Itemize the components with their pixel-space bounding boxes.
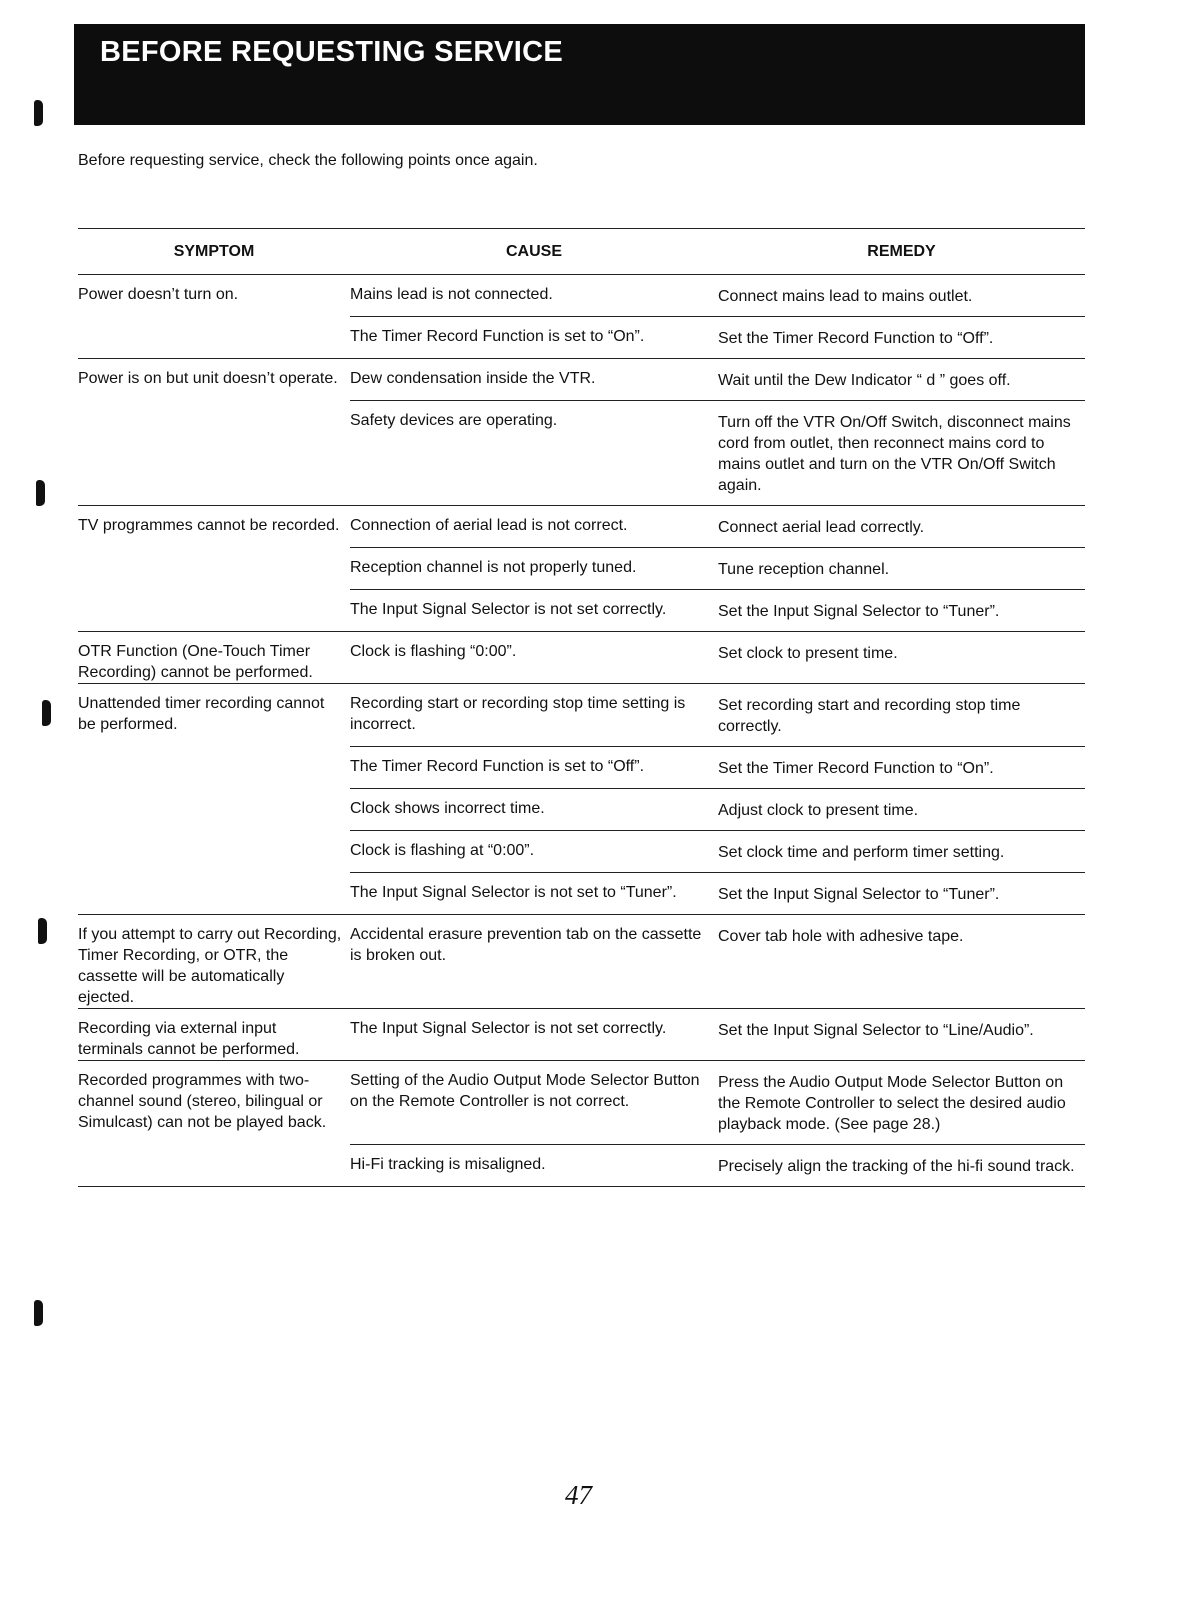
cause-cell: Safety devices are operating. [350,412,558,429]
symptom-cell: Power doesn’t turn on. [78,286,239,303]
table-row [350,317,1085,358]
cause-cell: The Timer Record Function is set to “Off”. [350,758,645,775]
cause-cell: The Timer Record Function is set to “On”. [350,328,645,345]
table-row [350,747,1085,789]
table-row [350,632,1085,673]
remedy-cell: Set the Input Signal Selector to “Tuner”. [718,603,1000,620]
binding-mark [38,918,47,944]
table-row [350,590,1085,631]
symptom-cell: OTR Function (One-Touch Timer Recording) cannot be performed. [78,643,313,681]
page-title: BEFORE REQUESTING SERVICE [100,36,563,68]
symptom-cell: Recording via external input terminals cannot be performed. [78,1020,300,1058]
table-row [350,684,1085,747]
table-row [350,873,1085,914]
remedy-cell: Connect aerial lead correctly. [718,519,925,536]
header-remedy: REMEDY [867,242,936,260]
table-row [350,831,1085,873]
remedy-cell: Set the Timer Record Function to “Off”. [718,330,994,347]
table-row [350,275,1085,317]
symptom-group [78,506,1085,632]
remedy-cell: Set the Input Signal Selector to “Tuner”. [718,886,1000,903]
table-row [350,915,1085,975]
cause-cell: Clock shows incorrect time. [350,800,545,817]
table-row [350,506,1085,548]
symptom-cell: If you attempt to carry out Recording, Timer Recording, or OTR, the cassette will be automatically ejected. [78,926,342,1006]
table-row [350,789,1085,831]
page-number: 47 [565,1480,592,1510]
remedy-cell: Turn off the VTR On/Off Switch, disconnect mains cord from outlet, then reconnect mains cord to mains outlet and turn on the VTR On/Off Switch again. [718,414,1071,494]
symptom-cell: Unattended timer recording cannot be performed. [78,695,325,733]
remedy-cell: Tune reception channel. [718,561,890,578]
header-symptom: SYMPTOM [173,242,255,260]
symptom-group [78,632,1085,684]
cause-cell: Recording start or recording stop time setting is incorrect. [350,695,686,733]
symptom-group [78,359,1085,506]
table-header [78,229,1085,275]
cause-cell: The Input Signal Selector is not set correctly. [350,1020,667,1037]
remedy-cell: Press the Audio Output Mode Selector Button on the Remote Controller to select the desired audio playback mode. (See page 28.) [718,1074,1066,1133]
binding-mark [34,1300,43,1326]
table-row [350,401,1085,505]
symptom-cell: Recorded programmes with two-channel sound (stereo, bilingual or Simulcast) can not be played back. [78,1072,327,1131]
cause-cell: Reception channel is not properly tuned. [350,559,637,576]
cause-cell: Mains lead is not connected. [350,286,553,303]
binding-mark [34,100,43,126]
cause-cell: Connection of aerial lead is not correct. [350,517,628,534]
remedy-cell: Cover tab hole with adhesive tape. [718,928,964,945]
remedy-cell: Set clock time and perform timer setting. [718,844,1005,861]
cause-cell: Accidental erasure prevention tab on the cassette is broken out. [350,926,702,964]
header-cause: CAUSE [505,242,562,260]
symptom-group [78,1061,1085,1186]
binding-mark [36,480,45,506]
symptom-group [78,684,1085,915]
remedy-cell: Precisely align the tracking of the hi-fi sound track. [718,1158,1075,1175]
symptom-group [78,275,1085,359]
cause-cell: Dew condensation inside the VTR. [350,370,596,387]
table-row [350,359,1085,401]
cause-cell: The Input Signal Selector is not set to “Tuner”. [350,884,677,901]
binding-mark [42,700,51,726]
cause-cell: Setting of the Audio Output Mode Selector Button on the Remote Controller is not correct. [350,1072,700,1110]
symptom-group [78,1009,1085,1061]
remedy-cell: Set recording start and recording stop time correctly. [718,697,1021,735]
remedy-cell: Adjust clock to present time. [718,802,919,819]
cause-cell: The Input Signal Selector is not set correctly. [350,601,667,618]
table-row [350,1145,1085,1186]
cause-cell: Clock is flashing “0:00”. [350,643,517,660]
symptom-cell: Power is on but unit doesn’t operate. [78,370,338,387]
table-row [350,1061,1085,1145]
table-row [350,1009,1085,1050]
remedy-cell: Set the Input Signal Selector to “Line/Audio”. [718,1022,1034,1039]
intro-text: Before requesting service, check the following points once again. [78,152,538,169]
cause-cell: Clock is flashing at “0:00”. [350,842,535,859]
remedy-cell: Set the Timer Record Function to “On”. [718,760,994,777]
table-row [350,548,1085,590]
cause-cell: Hi-Fi tracking is misaligned. [350,1156,546,1173]
remedy-cell: Set clock to present time. [718,645,898,662]
symptom-cell: TV programmes cannot be recorded. [78,517,340,534]
symptom-group [78,915,1085,1009]
title-banner [74,24,1085,125]
troubleshooting-table [78,228,1085,1187]
remedy-cell: Wait until the Dew Indicator “ d ” goes off. [718,372,1011,389]
remedy-cell: Connect mains lead to mains outlet. [718,288,973,305]
